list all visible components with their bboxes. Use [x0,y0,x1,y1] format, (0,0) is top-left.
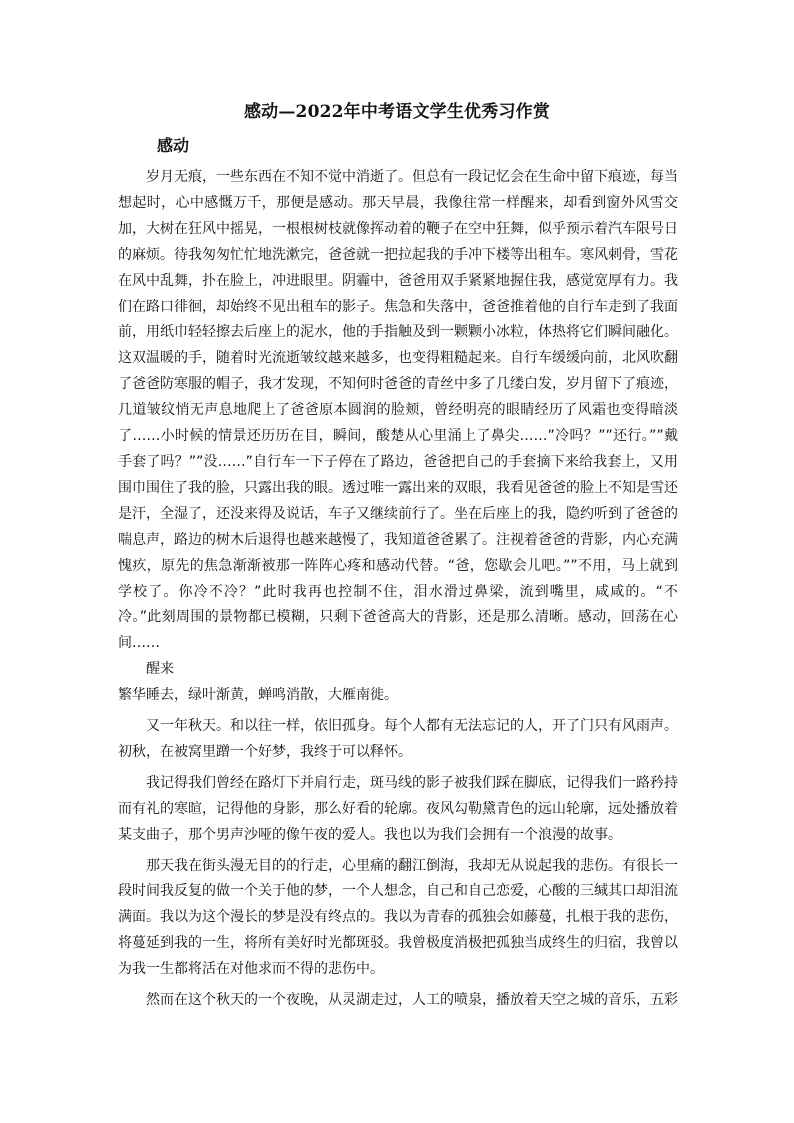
paragraph: 岁月无痕，一些东西在不知不觉中消逝了。但总有一段记忆会在生命中留下痕迹，每当想起时，心中感慨万千，那便是感动。那天早晨，我像往常一样醒来，却看到窗外风雪交加，大树在狂风中摇晃，一根根树枝就像挥动着的鞭子在空中狂舞，似乎预示着汽车限号日的麻烦。待我匆匆忙忙地洗漱完，爸爸就一把拉起我的手冲下楼等出租车。寒风刺骨，雪花在风中乱舞，扑在脸上，冲进眼里。阴霾中，爸爸用双手紧紧地握住我，感觉宽厚有力。我们在路口徘徊，却始终不见出租车的影子。焦急和失落中，爸爸推着他的自行车走到了我面前，用纸巾轻轻擦去后座上的泥水，他的手指触及到一颗颗小冰粒，体热将它们瞬间融化。这双温暖的手，随着时光流逝皱纹越来越多，也变得粗糙起来。自行车缓缓向前，北风吹翻了爸爸防寒服的帽子，我才发现，不知何时爸爸的青丝中多了几缕白发，岁月留下了痕迹，几道皱纹悄无声息地爬上了爸爸原本圆润的脸颊，曾经明亮的眼睛经历了风霜也变得暗淡了……小时候的情景还历历在目，瞬间，酸楚从心里涌上了鼻尖……”冷吗？””还行。””戴手套了吗？””没……”自行车一下子停在了路边，爸爸把自己的手套摘下来给我套上，又用围巾围住了我的脸，只露出我的眼。透过唯一露出来的双眼，我看见爸爸的脸上不知是雪还是汗，全湿了，还没来得及说话，车子又继续前行了。坐在后座上的我，隐约听到了爸爸的喘息声，路边的树木后退得也越来越慢了，我知道爸爸累了。注视着爸爸的背影，内心充满愧疚，原先的焦急渐渐被那一阵阵心疼和感动代替。“爸，您歇会儿吧。””不用，马上就到学校了。你冷不冷？”此时我再也控制不住，泪水滑过鼻梁，流到嘴里，咸咸的。“不冷。”此刻周围的景物都已模糊，只剩下爸爸高大的背影，还是那么清晰。感动，回荡在心间…… [118,169,678,652]
paragraph: 又一年秋天。和以往一样，依旧孤身。每个人都有无法忘记的人，开了门只有风雨声。初秋，在被窝里蹭一个好梦，我终于可以释怀。 [118,718,678,760]
document-title: 感动—2022年中考语文学生优秀习作赏 [243,102,551,122]
paragraph: 繁华睡去，绿叶渐黄，蝉鸣消散，大雁南徙。 [118,687,398,704]
paragraph: 然而在这个秋天的一个夜晚，从灵湖走过，人工的喷泉，播放着天空之城的音乐，五彩 [146,992,678,1009]
paragraph: 那天我在街头漫无目的的行走，心里痛的翻江倒海，我却无从说起我的悲伤。有很长一段时间我反复的做一个关于他的梦，一个人想念，自己和自己恋爱，心酸的三缄其口却泪流满面。我以为这个漫长的梦是没有终点的。我以为青春的孤独会如藤蔓，扎根于我的悲伤，将蔓延到我的一生，将所有美好时光都斑驳。我曾极度消极把孤独当成终生的归宿，我曾以为我一生都将活在对他求而不得的悲伤中。 [118,857,678,978]
essay-heading-2: 醒来 [146,661,174,678]
paragraph: 我记得我们曾经在路灯下并肩行走，斑马线的影子被我们踩在脚底，记得我们一路矜持而有礼的寒暄，记得他的身影，那么好看的轮廓。夜风勾勒黛青色的远山轮廓，远处播放着某支曲子，那个男声沙哑的像午夜的爱人。我也以为我们会拥有一个浪漫的故事。 [118,774,678,843]
document-body [118,165,678,1014]
essay-heading-1: 感动 [157,136,190,155]
